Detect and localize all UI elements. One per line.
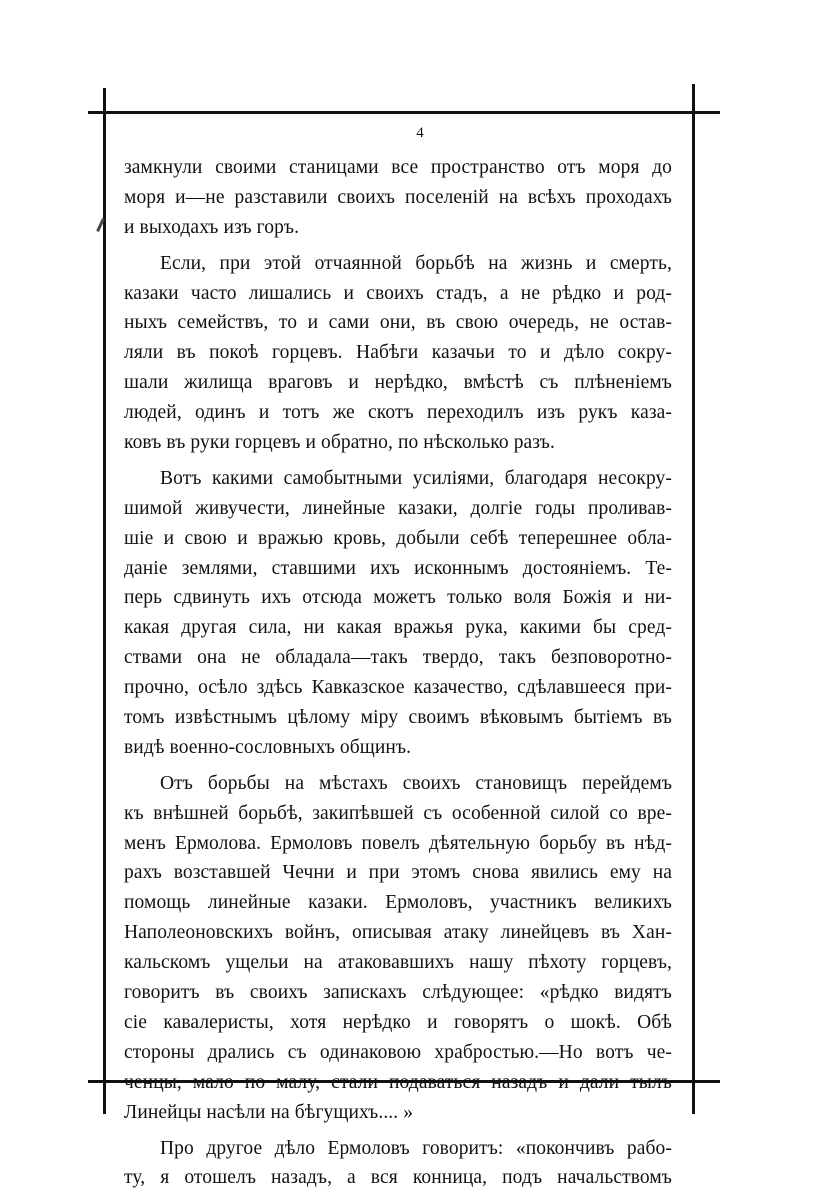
text-line: стороны дрались съ одинаковою храбростью.—Но вотъ че- xyxy=(124,1038,672,1068)
text-line: моря и—не разставили своихъ поселеній на всѣхъ проходахъ xyxy=(124,183,672,213)
text-line: Линейцы насѣли на бѣгущихъ.... » xyxy=(124,1098,672,1128)
text-line: кальскомъ ущельи на атаковавшихъ нашу пѣхоту горцевъ, xyxy=(124,948,672,978)
text-body xyxy=(124,153,672,1193)
text-line: даніе землями, ставшими ихъ исконнымъ достояніемъ. Те- xyxy=(124,554,672,584)
text-line: ныхъ семействъ, то и сами они, въ свою очередь, не остав- xyxy=(124,308,672,338)
paragraph xyxy=(124,153,672,243)
page-number: 4 xyxy=(0,124,840,142)
text-line: рахъ возставшей Чечни и при этомъ снова явились ему на xyxy=(124,858,672,888)
text-line: прочно, осѣло здѣсь Кавказское казачество, сдѣлавшееся при- xyxy=(124,673,672,703)
text-line: Про другое дѣло Ермоловъ говоритъ: «покончивъ рабо- xyxy=(124,1134,672,1164)
text-line: ляли въ покоѣ горцевъ. Набѣги казачьи то и дѣло сокру- xyxy=(124,338,672,368)
paragraph xyxy=(124,249,672,458)
text-line: шимой живучести, линейные казаки, долгіе годы проливав- xyxy=(124,494,672,524)
paragraph xyxy=(124,1134,672,1193)
text-line: ковъ въ руки горцевъ и обратно, по нѣсколько разъ. xyxy=(124,428,672,458)
paragraph xyxy=(124,769,672,1128)
text-line: людей, одинъ и тотъ же скотъ переходилъ изъ рукъ каза- xyxy=(124,398,672,428)
text-line: перь сдвинуть ихъ отсюда можетъ только воля Божія и ни- xyxy=(124,583,672,613)
text-line: шали жилища враговъ и нерѣдко, вмѣстѣ съ плѣненіемъ xyxy=(124,368,672,398)
text-line: менъ Ермолова. Ермоловъ повелъ дѣятельную борьбу въ нѣд- xyxy=(124,829,672,859)
text-line: и выходахъ изъ горъ. xyxy=(124,213,672,243)
top-rule xyxy=(88,111,720,114)
paragraph xyxy=(124,464,672,763)
left-margin-rule xyxy=(103,88,106,1114)
text-line: Если, при этой отчаянной борьбѣ на жизнь и смерть, xyxy=(124,249,672,279)
text-line: ствами она не обладала—такъ твердо, такъ безповоротно- xyxy=(124,643,672,673)
text-line: шіе и свою и вражью кровь, добыли себѣ теперешнее обла- xyxy=(124,524,672,554)
text-line: Вотъ какими самобытными усиліями, благодаря несокру- xyxy=(124,464,672,494)
right-margin-rule xyxy=(692,84,695,1114)
text-line: ту, я отошелъ назадъ, а вся конница, подъ начальствомъ xyxy=(124,1163,672,1193)
text-line: видѣ военно-сословныхъ общинъ. xyxy=(124,733,672,763)
text-line: казаки часто лишались и своихъ стадъ, а не рѣдко и род- xyxy=(124,279,672,309)
text-line: томъ извѣстнымъ цѣлому міру своимъ вѣковымъ бытіемъ въ xyxy=(124,703,672,733)
text-line: помощь линейные казаки. Ермоловъ, участникъ великихъ xyxy=(124,888,672,918)
text-line: къ внѣшней борьбѣ, закипѣвшей съ особенной силой со вре- xyxy=(124,799,672,829)
text-line: Отъ борьбы на мѣстахъ своихъ становищъ перейдемъ xyxy=(124,769,672,799)
text-line: какая другая сила, ни какая вражья рука, какими бы сред- xyxy=(124,613,672,643)
text-line: замкнули своими станицами все пространство отъ моря до xyxy=(124,153,672,183)
text-line: Наполеоновскихъ войнъ, описывая атаку линейцевъ въ Хан- xyxy=(124,918,672,948)
text-line: ченцы, мало по малу, стали подаваться назадъ и дали тылъ xyxy=(124,1068,672,1098)
text-line: сіе кавалеристы, хотя нерѣдко и говорятъ о шокѣ. Обѣ xyxy=(124,1008,672,1038)
text-line: говоритъ въ своихъ запискахъ слѣдующее: «рѣдко видятъ xyxy=(124,978,672,1008)
